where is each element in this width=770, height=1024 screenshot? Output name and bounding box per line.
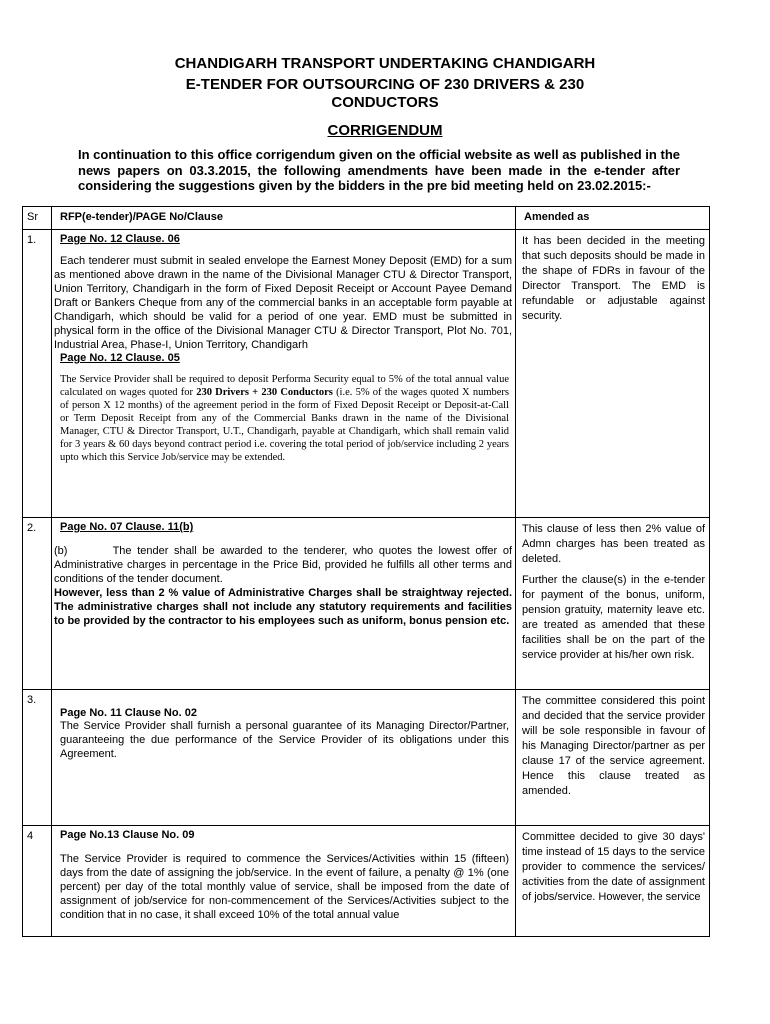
amendments-table [22, 206, 710, 937]
clause-heading: Page No. 12 Clause. 06 [60, 233, 180, 245]
col-header-amended: Amended as [516, 207, 710, 230]
clause-text-bold: 230 Drivers + 230 Conductors [196, 387, 333, 398]
table-row [23, 826, 710, 937]
intro-paragraph: In continuation to this office corrigendum given on the official website as well as published in the news papers on 03.3.2015, the following amendments have been made in the e-tender after considering the suggestions given by the bidders in the pre bid meeting held on 23.02.2015:- [78, 147, 680, 193]
row-sr: 3. [23, 690, 52, 826]
clause-text-bold: However, less than 2 % value of Administrative Charges shall be straightway rejected. The administrative charges shall not include any statutory requirements and facilities to be provided by the contractor to his employees such as uniform, bonus pension etc. [54, 587, 512, 627]
col-header-clause: RFP(e-tender)/PAGE No/Clause [52, 207, 516, 230]
clause-text: The Service Provider is required to commence the Services/Activities within 15 (fifteen) days from the date of assigning the job/service. In the event of failure, a penalty @ 1% (one percent) per day of the total monthly value of service, shall be imposed from the date of assignment of job/service for non-commencement of the Services/Activities subject to the condition that in no case, it shall exceed 10% of the total annual value [60, 853, 509, 921]
clause-heading: Page No.13 Clause No. 09 [60, 829, 195, 841]
row-amended: The committee considered this point and decided that the service provider will be sole responsible in favour of his Managing Director/partner as per clause 17 of the service agreement. Hence this clause treated as amended. [516, 690, 710, 826]
row-clause-cell [52, 230, 516, 518]
clause-text-part: The Service Provider shall be required to deposit Performa Security equal to 5% of the total annual value calculated on wages quoted for [60, 374, 509, 398]
clause-heading: Page No. 11 Clause No. 02 [60, 707, 197, 719]
row-sr: 2. [23, 518, 52, 690]
clause-heading: Page No. 07 Clause. 11(b) [60, 521, 194, 533]
table-row [23, 690, 710, 826]
header-line-1: CHANDIGARH TRANSPORT UNDERTAKING CHANDIGARH [174, 55, 596, 72]
row-clause-cell [52, 518, 516, 690]
table-row [23, 230, 710, 518]
page-title: CORRIGENDUM [327, 122, 443, 139]
header-line-3: CONDUCTORS [331, 94, 439, 111]
clause-heading: Page No. 12 Clause. 05 [60, 352, 180, 364]
table-header-row [23, 207, 710, 230]
table-row [23, 518, 710, 690]
row-sr: 1. [23, 230, 52, 518]
clause-text-part: (i.e. 5% of the wages quoted X numbers of person X 12 months) of the agreement period in the form of Fixed Deposit Receipt or Deposit-at-Call or Term Deposit Receipt from any of the Commercial Banks drawn in the name of the Divisional Manager, CTU & Director Transport, U.T., Chandigarh, payable at Chandigarh, which shall remain valid for 3 years & 60 days beyond contract period i.e. covering the total period of job/service including 2 years upto which this Service Job/service may be extended. [60, 387, 509, 463]
row-amended: It has been decided in the meeting that such deposits should be made in the shape of FDRs in favour of the Director Transport. The EMD is refundable or adjustable against security. [516, 230, 710, 518]
amended-text: This clause of less then 2% value of Admn charges has been treated as deleted. [522, 523, 705, 565]
clause-text: Each tenderer must submit in sealed envelope the Earnest Money Deposit (EMD) for a sum as mentioned above drawn in the name of the Divisional Manager CTU & Director Transport, Union Territory, Chandigarh in the form of Fixed Deposit Receipt or Account Payee Demand Draft or Bankers Cheque from any of the commercial banks in an acceptable form payable at Chandigarh, which should be valid for a period of one year. EMD must be submitted in physical form in the office of the Divisional Manager CTU & Director Transport, Plot No. 701, Industrial Area, Phase-I, Union Territory, Chandigarh [54, 255, 512, 351]
clause-text: The Service Provider shall furnish a personal guarantee of its Managing Director/Partner, guaranteeing the due performance of the Service Provider of its obligations under this Agreement. [60, 720, 509, 760]
clause-text: (b) The tender shall be awarded to the tenderer, who quotes the lowest offer of Administrative charges in percentage in the Price Bid, provided he fulfills all other terms and conditions of the tender document. [54, 545, 516, 585]
row-amended [516, 518, 710, 690]
row-clause-cell [52, 826, 516, 937]
header-line-2: E-TENDER FOR OUTSOURCING OF 230 DRIVERS & 230 [185, 76, 585, 93]
row-sr: 4 [23, 826, 52, 937]
clause-text [52, 364, 515, 470]
row-amended: Committee decided to give 30 days' time instead of 15 days to the service provider to commence the services/ activities from the date of assignment of jobs/service. However, the service [516, 826, 710, 937]
col-header-sr: Sr [23, 207, 52, 230]
row-clause-cell [52, 690, 516, 826]
amended-text: Further the clause(s) in the e-tender for payment of the bonus, uniform, pension gratuity, maternity leave etc. are treated as amended that these facilities shall be on the part of the service provider at his/her own risk. [522, 574, 705, 661]
